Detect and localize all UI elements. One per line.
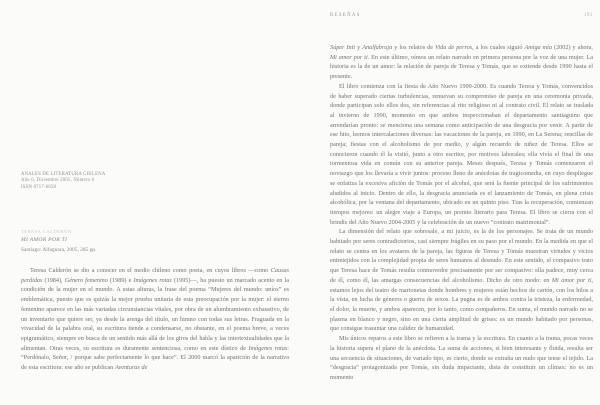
page-number: 191 [584,13,593,18]
book-title: MI AMOR POR TI [21,237,68,243]
journal-issn: ISSN 0717-6058 [21,184,57,190]
book-imprint: Santiago: Alfaguara, 2005, 285 pp. [21,247,97,253]
right-page [330,0,593,405]
review-paragraph-continuation: Súper Inti y Analfabruja y los relatos de Vida de perros, a los cuales siguió Amiga mía (2002) y ahora, Mi amor por ti. En este último, oímos un relato narrado en primera persona por la voz de una mujer. La historia es la de un amor: la relación de pareja de Teresa y Tomás, que se extiende desde 1990 hasta el presente. [330,44,593,81]
left-page [21,0,289,405]
journal-citation-block [21,172,105,191]
review-paragraph-plot: El libro comienza con la fiesta de Año Nuevo 1999-2000. Es cuando Teresa y Tomás, convencidos de haber superado ciertas turbulencias, renuevan su compromiso de pareja en una ceremonia privada, donde participan solo ellos dos, sin referencias al rito religioso ni al contrato civil. El relato se traslada al invierno de 1990, momento en que ambos inspeccionaban el departamento santiaguino que arrendarían pronto: se menciona una semana como anticipación de una desgracia por venir. A partir de ese hito, leemos intercalaciones diversas: las vacaciones de la pareja, en 1990, en La Serena; rencillas de pareja; fiestas con el alcoholismo de por medio, y algún recuerdo de niñez de Teresa. Ellos se conocieron cuando él la visitó, junto a otro escritor, por motivos laborales; ella vivía el final de una tormentosa vida en común con su anterior pareja. Meses después, Teresa y Tomás comenzaron el noviazgo que los llevaría a vivir juntos: proceso lleno de anécdotas de tragicomedia, en cuyo despliegue se enfatiza la excesiva afición de Tomás por el alcohol, que será la fuente principal de los sufrimientos aludidos al inicio. Dentro de ello, la desgracia anunciada es el lanzamiento de Tomás, en plena crisis alcohólica, por la ventana del departamento, ubicado en un quinto piso. Tras la recuperación, comienzan tiempos mejores: un alegre viaje a Europa, un premio literario para Teresa. El libro se cierra con el brindis del Año Nuevo 2004-2005 y la celebración de un nuevo “contrato matrimonial”. [330,82,593,226]
journal-issue: Año 6, Diciembre 2005, Número 6 [21,178,95,184]
journal-name: ANALES DE LITERATURA CHILENA [21,172,106,177]
review-paragraph-critique: Mis únicos reparos a este libro se refieren a la trama y la escritura. En cuanto a la trama, pocas veces la historia supera el plano de la anécdota. La suma de acciones, si bien interesante y fluida, resulta ser una secuencia de situaciones, de variado tipo, es cierto, donde se extraña un nudo que tense el tejido. La “desgracia” protagonizada por Tomás, sin duda impactante, dista de constituir un clímax: no es un momento [330,335,593,381]
running-header [330,13,593,18]
section-title: RESEÑAS [330,13,361,18]
book-reference-block [21,229,96,253]
review-paragraph-characters: La dimensión del relato que sobresale, a mi juicio, es la de los personajes. Se trata de un mundo habitado por seres contradictorios, casi siempre frágiles en su paso por el mundo. En la medida en que el relato se centra en los avatares de la pareja, las figuras de Teresa y Tomás muestran virtudes y vicios entretejidos con la complejidad propia de seres humanos al desnudo. En este sentido, el compasivo trato que Teresa hace de Tomás resulta conmovedor precisamente por ser compasivo: ella padece, muy cerca de él, como él, las amargas consecuencias del alcoholismo. Dicho de otro modo: en Mi amor por ti, estamos lejos del teatro de marionetas donde hombres y mujeres están hechos de cartón, con los hilos a la vista, en lucha de géneros o guerra de sexos. La pugna es de ambos contra la tristeza, la enfermedad, el dolor, la muerte, y ambos aparecen, por lo tanto, como compañeros. En suma, el mundo narrado no se plasma en blanco y negro, sino en una cierta amplitud de grises: es un mundo habitado por personas, que consigue trasuntar una calidez de humanidad. [330,228,593,333]
review-body [330,43,593,383]
review-opening-paragraph: Teresa Calderón se dio a conocer en el medio chileno como poeta, en cuyos libros —como Causas perdidas (1984), Género femenino (1989) e Imágenes rotas (1995)—, ha puesto un marcado acento en la condición de la mujer en el mundo. A estas alturas, la frase del poema “Mujeres del mundo: uníos” es emblemática, puesto que es quizás la mejor prueba unitaria de esta preocupación por la mujer: el eterno femenino aparece en las más variadas circunstancias vitales, por obra de un alumbramiento exhaustivo, de un inventario que quiere ser, ya desde la arenga del título, un himno con todas sus letras. Fraguada en la vivacidad de la palabra oral, su escritura tiende a condensarse, no obstante, en el poema breve, a veces epigramático, siempre en busca de un sentido más allá de los giros del habla y las intertextualidades que la alimentan. Otras veces, su escritura es duramente sentenciosa, como en este dístico de Imágenes rotas: “Perdónalo, Señor, / porque sabe perfectamente lo que hace”. El 2000 marcó la aparición de la narrativa de esta escritora: ese año se publican Aventuras de [21,267,289,372]
book-author: TERESA CALDERÓN [21,229,72,234]
